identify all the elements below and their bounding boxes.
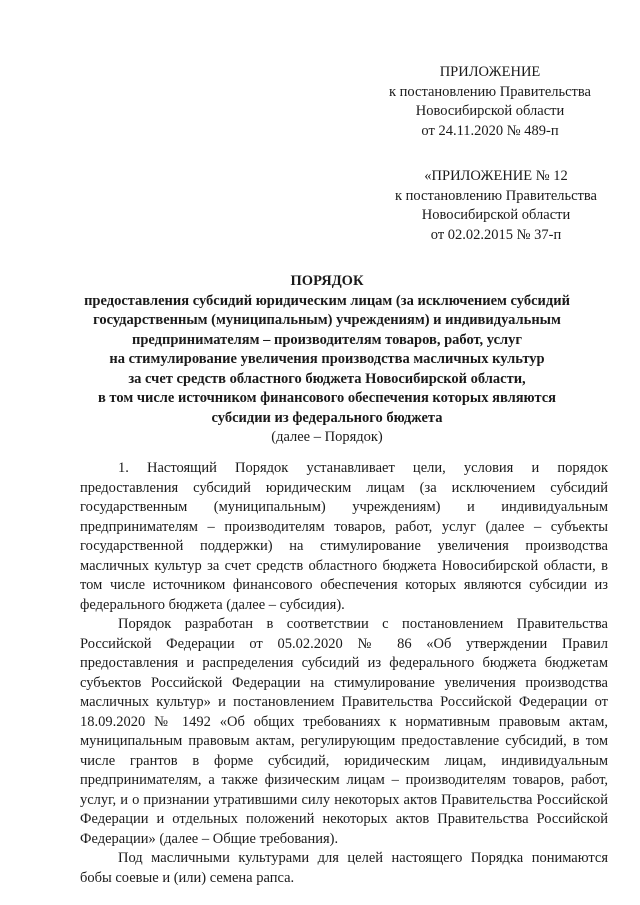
paragraph-2: Порядок разработан в соответствии с постановлением Правительства Российской Федерации от 05.02.2020 № 86 «Об утверждении Правил предоставления и распределения субсидий из федерального бюджета бюджетам субъектов Российской Федерации на стимулирование увеличения производства масличных культур» и постановлением Правительства Российской Федерации от 18.09.2020 № 1492 «Об общих требованиях к нормативным правовым актам, муниципальным правовым актам, регулирующим предоставление субсидий, в том числе грантов в форме субсидий, юридическим лицам, индивидуальным предпринимателям, а также физическим лицам – производителям товаров, работ, услуг, и о признании утратившими силу некоторых актов Правительства Российской Федерации и отдельных положений некоторых актов Правительства Российской Федерации» (далее – Общие требования). bbox=[80, 616, 608, 847]
attachment-line: к постановлению Правительства bbox=[389, 83, 591, 100]
attachment-date: от 24.11.2020 № 489-п bbox=[421, 122, 559, 139]
attachment-line: Новосибирской области bbox=[415, 103, 565, 119]
heading-line: в том числе источником финансового обеспечения которых являются bbox=[97, 390, 557, 406]
heading-line: за счет средств областного бюджета Новосибирской области, bbox=[128, 370, 526, 387]
document-heading bbox=[68, 272, 586, 448]
heading-line: государственным (муниципальным) учреждениям) и индивидуальным bbox=[93, 312, 561, 328]
heading-line: на стимулирование увеличения производства масличных культур bbox=[109, 351, 545, 367]
paragraph-1: 1. Настоящий Порядок устанавливает цели, условия и порядок предоставления субсидий юридическим лицам (за исключением субсидий государственным (муниципальным) учреждениям) и индивидуальным предпринимателям – производителям товаров, работ, услуг (далее – субъекты государственной поддержки) на стимулирование увеличения производства масличных культур за счет средств областного бюджета Новосибирской области, в том числе источником финансового обеспечения которых являются субсидии из федерального бюджета (далее – субсидия). bbox=[80, 460, 608, 613]
heading-line: субсидии из федерального бюджета bbox=[211, 409, 443, 426]
document-body bbox=[80, 459, 608, 888]
document-title: ПОРЯДОК bbox=[290, 273, 364, 289]
attachment-line: к постановлению Правительства bbox=[395, 187, 597, 204]
heading-line: предпринимателям – производителям товаров, работ, услуг bbox=[131, 331, 523, 348]
paragraph-3: Под масличными культурами для целей настоящего Порядка понимаются бобы соевые и (или) семена рапса. bbox=[80, 850, 608, 886]
attachment-header-original bbox=[385, 167, 607, 245]
heading-line: предоставления субсидий юридическим лицам (за исключением субсидий bbox=[84, 292, 570, 309]
attachment-title: «ПРИЛОЖЕНИЕ № 12 bbox=[424, 168, 568, 184]
attachment-title: ПРИЛОЖЕНИЕ bbox=[439, 64, 541, 80]
attachment-date: от 02.02.2015 № 37-п bbox=[430, 226, 562, 243]
attachment-line: Новосибирской области bbox=[421, 207, 571, 223]
attachment-header-current bbox=[385, 63, 595, 141]
heading-note: (далее – Порядок) bbox=[271, 429, 383, 445]
